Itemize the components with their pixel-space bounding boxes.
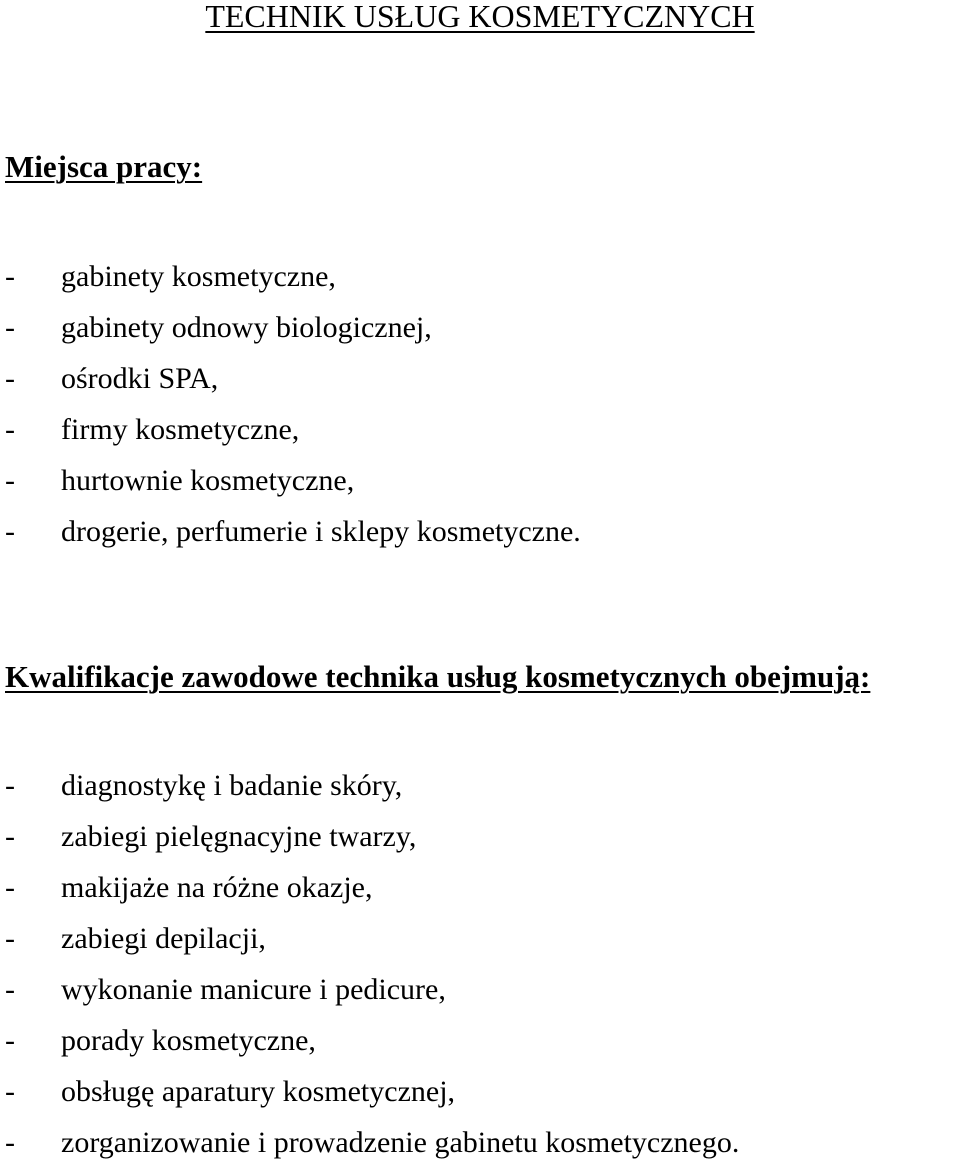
list-item: [5, 506, 581, 557]
bullet-dash: -: [5, 922, 15, 955]
document-title: [0, 0, 960, 38]
qualifications-heading: [5, 657, 870, 697]
list-item: [5, 404, 581, 455]
bullet-dash: -: [5, 1024, 15, 1057]
list-item: [5, 760, 739, 811]
workplaces-heading-text: Miejsca pracy:: [5, 149, 203, 184]
list-item-text: hurtownie kosmetyczne,: [61, 464, 355, 497]
list-item-text: makijaże na różne okazje,: [61, 871, 373, 904]
document-title-text: TECHNIK USŁUG KOSMETYCZNYCH: [205, 0, 755, 34]
list-item: [5, 1015, 739, 1066]
list-item-text: obsługę aparatury kosmetycznej,: [61, 1075, 456, 1108]
workplaces-heading: [5, 147, 202, 187]
bullet-dash: -: [5, 820, 15, 853]
qualifications-list: [5, 760, 739, 1168]
list-item: [5, 302, 581, 353]
list-item-text: firmy kosmetyczne,: [61, 413, 300, 446]
bullet-dash: -: [5, 1126, 15, 1159]
list-item-text: ośrodki SPA,: [61, 362, 219, 395]
bullet-dash: -: [5, 871, 15, 904]
bullet-dash: -: [5, 362, 15, 395]
list-item-text: drogerie, perfumerie i sklepy kosmetyczne.: [61, 515, 581, 548]
bullet-dash: -: [5, 311, 15, 344]
bullet-dash: -: [5, 973, 15, 1006]
list-item-text: porady kosmetyczne,: [61, 1024, 316, 1057]
list-item: [5, 913, 739, 964]
qualifications-heading-text: Kwalifikacje zawodowe technika usług kosmetycznych obejmują:: [5, 659, 871, 694]
list-item: [5, 353, 581, 404]
bullet-dash: -: [5, 1075, 15, 1108]
list-item: [5, 862, 739, 913]
workplaces-list: [5, 251, 581, 557]
bullet-dash: -: [5, 515, 15, 548]
list-item-text: gabinety odnowy biologicznej,: [61, 311, 432, 344]
list-item: [5, 1117, 739, 1168]
bullet-dash: -: [5, 769, 15, 802]
list-item: [5, 251, 581, 302]
list-item-text: diagnostykę i badanie skóry,: [61, 769, 403, 802]
list-item: [5, 811, 739, 862]
bullet-dash: -: [5, 464, 15, 497]
list-item-text: zabiegi depilacji,: [61, 922, 266, 955]
bullet-dash: -: [5, 260, 15, 293]
list-item-text: zorganizowanie i prowadzenie gabinetu kosmetycznego.: [61, 1126, 740, 1159]
list-item-text: gabinety kosmetyczne,: [61, 260, 336, 293]
list-item-text: zabiegi pielęgnacyjne twarzy,: [61, 820, 417, 853]
list-item-text: wykonanie manicure i pedicure,: [61, 973, 446, 1006]
list-item: [5, 455, 581, 506]
list-item: [5, 964, 739, 1015]
list-item: [5, 1066, 739, 1117]
bullet-dash: -: [5, 413, 15, 446]
